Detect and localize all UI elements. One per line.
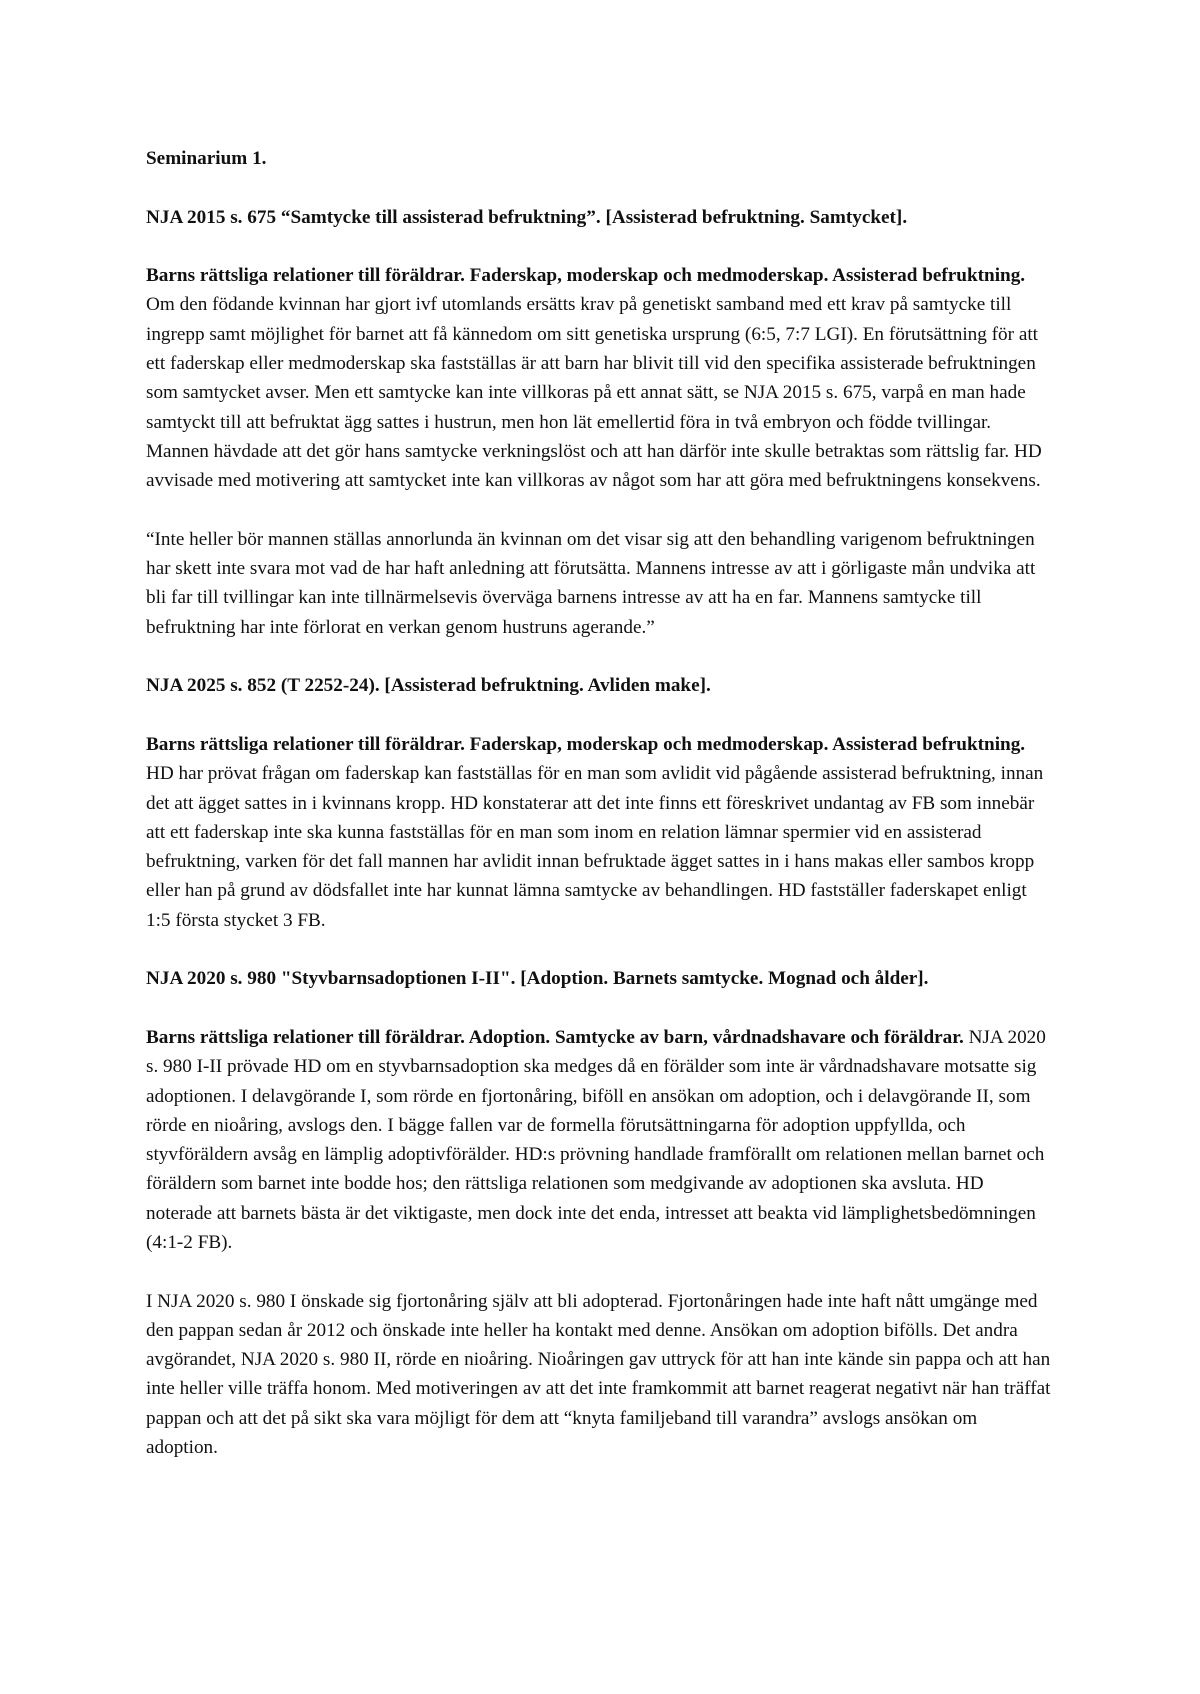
paragraph-nja-2015-summary [146, 261, 1051, 495]
document-title: Seminarium 1. [146, 148, 267, 169]
paragraph-nja-2020-details: I NJA 2020 s. 980 I önskade sig fjortonåring själv att bli adopterad. Fjortonåringen hade inte haft nått umgänge med den pappan sedan år 2012 och önskade inte heller ha kontakt med denne. Ansökan om adoption bifölls. Det andra avgörandet, NJA 2020 s. 980 II, rörde en nioåring. Nioåringen gav uttryck för att han inte kände sin pappa och att han inte heller ville träffa honom. Med motiveringen av att det inte framkommit att barnet reagerat negativt när han träffat pappan och att det på sikt ska vara möjligt för dem att “knyta familjeband till varandra” avslogs ansökan om adoption. [146, 1290, 1051, 1459]
case-heading-nja-2020: NJA 2020 s. 980 "Styvbarnsadoptionen I-II". [Adoption. Barnets samtycke. Mognad och ålder]. [146, 968, 929, 990]
case-heading-nja-2015: NJA 2015 s. 675 “Samtycke till assisterad befruktning”. [Assisterad befruktning. Samtycket]. [146, 206, 908, 228]
lead-bold-text: Barns rättsliga relationer till föräldrar. Adoption. Samtycke av barn, vårdnadshavare och föräldrar. [146, 1026, 964, 1048]
paragraph-nja-2020-summary [146, 1023, 1051, 1257]
paragraph-nja-2025-summary [146, 730, 1051, 935]
lead-bold-text: Barns rättsliga relationer till föräldrar. Faderskap, moderskap och medmoderskap. Assisterad befruktning. [146, 265, 1026, 287]
lead-bold-text: Barns rättsliga relationer till föräldrar. Faderskap, moderskap och medmoderskap. Assisterad befruktning. [146, 733, 1026, 755]
paragraph-text: HD har prövat frågan om faderskap kan fastställas för en man som avlidit vid pågående assisterad befruktning, innan det att ägget sattes in i kvinnans kropp. HD konstaterar att det inte finns ett föreskrivet undantag av FB som innebär att ett faderskap inte ska kunna fastställas för en man som inom en relation lämnar spermier vid en assisterad befruktning, varken för det fall mannen har avlidit innan befruktade ägget sattes in i hans makas eller sambos kropp eller han på grund av dödsfallet inte har kunnat lämna samtycke av behandlingen. HD fastställer faderskapet enligt 1:5 första stycket 3 FB. [146, 763, 1044, 931]
paragraph-text: NJA 2020 s. 980 I-II prövade HD om en styvbarnsadoption ska medges då en förälder som inte är vårdnadshavare motsatte sig adoptionen. I delavgörande I, som rörde en fjortonåring, biföll en ansökan om adoption, och i delavgörande II, som rörde en nioåring, avslogs den. I bägge fallen var de formella förutsättningarna för adoption uppfyllda, och styvföräldern avsåg en lämplig adoptivförälder. HD:s prövning handlade framförallt om relationen mellan barnet och föräldern som barnet inte bodde hos; den rättsliga relationen som medgivande av adoptionen ska avsluta. HD noterade att barnets bästa är det viktigaste, men dock inte det enda, intresset att beakta vid lämplighetsbedömningen (4:1-2 FB). [146, 1026, 1046, 1253]
paragraph-text: Om den födande kvinnan har gjort ivf utomlands ersätts krav på genetiskt samband med ett krav på samtycke till ingrepp samt möjlighet för barnet att få kännedom om sitt genetiska ursprung (6:5, 7:7 LGI). En förutsättning för att ett faderskap eller medmoderskap ska fastställas är att barn har blivit till vid den specifika assisterade befruktningen som samtycket avser. Men ett samtycke kan inte villkoras på ett annat sätt, se NJA 2015 s. 675, varpå en man hade samtyckt till att befruktat ägg sattes i hustrun, men hon lät emellertid föra in två embryon och födde tvillingar. Mannen hävdade att det gör hans samtycke verkningslöst och att han därför inte skulle betraktas som rättslig far. HD avvisade med motivering att samtycket inte kan villkoras av något som har att göra med befruktningens konsekvens. [146, 294, 1042, 492]
quote-nja-2015: “Inte heller bör mannen ställas annorlunda än kvinnan om det visar sig att den behandling varigenom befruktningen har skett inte svara mot vad de har haft anledning att förutsätta. Mannens intresse av att i görligaste mån undvika att bli far till tvillingar kan inte tillnärmelsevis överväga barnens intresse av att ha en far. Mannens samtycke till befruktning har inte förlorat en verkan genom hustruns agerande.” [146, 528, 1036, 638]
case-heading-nja-2025: NJA 2025 s. 852 (T 2252-24). [Assisterad befruktning. Avliden make]. [146, 675, 711, 697]
document-body [146, 144, 1051, 1492]
